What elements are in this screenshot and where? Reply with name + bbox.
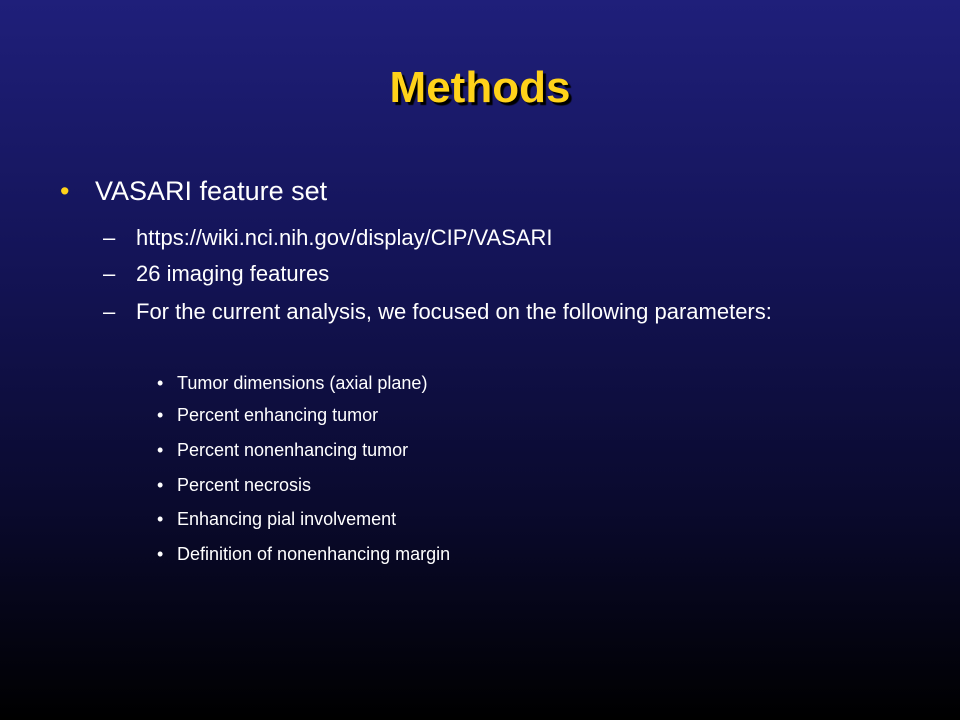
parameter-bullet: •: [157, 544, 164, 564]
parameter-bullet: •: [157, 405, 164, 425]
parameter-bullet: •: [157, 509, 164, 529]
parameter-text: Percent necrosis: [177, 475, 312, 495]
parameter-bullet: •: [157, 475, 164, 495]
parameter-bullet: •: [157, 440, 164, 460]
main-bullet-marker: •: [60, 176, 70, 206]
sub-item-dash: –: [103, 261, 116, 286]
parameter-bullet: •: [157, 373, 164, 393]
slide-title: Methods: [389, 63, 571, 112]
vasari-url-text: https://wiki.nci.nih.gov/display/CIP/VASARI: [136, 225, 553, 250]
parameter-text: Tumor dimensions (axial plane): [177, 373, 428, 393]
analysis-text: For the current analysis, we focused on the following parameters:: [136, 299, 772, 324]
sub-item-dash: –: [103, 225, 116, 250]
parameter-text: Definition of nonenhancing margin: [177, 544, 451, 564]
sub-item-dash: –: [103, 299, 116, 324]
features-count-text: 26 imaging features: [136, 261, 330, 286]
parameter-text: Percent nonenhancing tumor: [177, 440, 409, 460]
parameter-text: Percent enhancing tumor: [177, 405, 379, 425]
main-bullet-text: VASARI feature set: [95, 176, 328, 206]
parameter-text: Enhancing pial involvement: [177, 509, 397, 529]
